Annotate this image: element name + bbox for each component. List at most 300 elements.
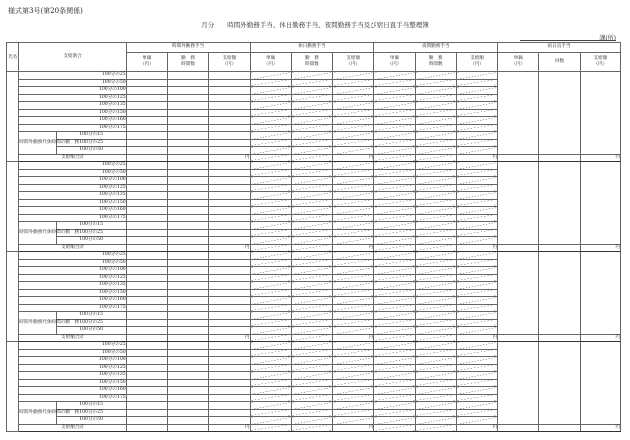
duty-total-blank — [539, 154, 580, 162]
overtime-cell[interactable] — [167, 117, 208, 125]
overtime-cell[interactable] — [167, 282, 208, 290]
overtime-cell[interactable] — [126, 124, 167, 132]
holiday-struck-cell — [291, 72, 332, 80]
duty-total-amount[interactable]: 円 — [580, 154, 620, 162]
overtime-cell[interactable] — [126, 372, 167, 380]
overtime-cell[interactable] — [209, 124, 250, 132]
night-struck-cell — [456, 387, 497, 395]
overtime-cell[interactable] — [126, 342, 167, 350]
night-struck-cell — [374, 319, 415, 327]
night-struck-cell — [456, 379, 497, 387]
overtime-cell[interactable] — [126, 387, 167, 395]
holiday-struck-cell — [333, 289, 374, 297]
holiday-struck-cell — [250, 192, 291, 200]
overtime-cell[interactable] — [209, 229, 250, 237]
overtime-cell[interactable] — [126, 102, 167, 110]
overtime-cell[interactable] — [167, 304, 208, 312]
overtime-cell[interactable] — [167, 192, 208, 200]
holiday-struck-cell — [333, 327, 374, 335]
substitute-rate-label: 100分の50 — [56, 327, 126, 335]
duty-unit-price-cell[interactable] — [498, 342, 539, 425]
overtime-cell[interactable] — [167, 132, 208, 140]
duty-count-cell[interactable] — [539, 162, 580, 245]
holiday-struck-cell — [250, 214, 291, 222]
overtime-cell[interactable] — [167, 319, 208, 327]
night-struck-cell — [456, 304, 497, 312]
overtime-cell[interactable] — [126, 282, 167, 290]
night-struck-cell — [374, 334, 415, 342]
night-struck-cell — [456, 124, 497, 132]
holiday-struck-cell — [250, 319, 291, 327]
duty-unit-price-cell[interactable] — [498, 252, 539, 335]
night-struck-cell — [456, 132, 497, 140]
holiday-struck-cell — [333, 132, 374, 140]
overtime-cell[interactable] — [126, 364, 167, 372]
night-struck-cell — [374, 102, 415, 110]
night-struck-cell — [374, 304, 415, 312]
night-struck-cell — [456, 364, 497, 372]
holiday-struck-cell — [333, 169, 374, 177]
overtime-cell[interactable] — [126, 192, 167, 200]
holiday-total-amount[interactable]: 円 — [333, 244, 374, 252]
holiday-struck-cell — [250, 94, 291, 102]
overtime-cell[interactable] — [167, 402, 208, 410]
night-struck-cell — [415, 237, 456, 245]
overtime-cell[interactable] — [209, 409, 250, 417]
overtime-cell[interactable] — [167, 289, 208, 297]
rate-label: 100分の50 — [19, 259, 126, 267]
overtime-cell[interactable] — [167, 79, 208, 87]
holiday-struck-cell — [333, 214, 374, 222]
overtime-cell[interactable] — [167, 274, 208, 282]
overtime-cell[interactable] — [209, 207, 250, 215]
overtime-total-amount[interactable]: 円 — [209, 154, 250, 162]
overtime-cell[interactable] — [209, 364, 250, 372]
overtime-cell[interactable] — [167, 267, 208, 275]
work-hours-header: 勤 務 時間数 — [167, 53, 208, 72]
night-struck-cell — [374, 387, 415, 395]
overtime-cell[interactable] — [167, 199, 208, 207]
overtime-cell[interactable] — [167, 394, 208, 402]
night-struck-cell — [374, 72, 415, 80]
holiday-header: 休日勤務手当 — [250, 43, 374, 53]
night-struck-cell — [415, 402, 456, 410]
night-struck-cell — [456, 72, 497, 80]
holiday-struck-cell — [291, 342, 332, 350]
holiday-struck-cell — [250, 237, 291, 245]
overtime-cell[interactable] — [209, 372, 250, 380]
night-struck-cell — [415, 334, 456, 342]
overtime-cell[interactable] — [209, 117, 250, 125]
holiday-struck-cell — [250, 259, 291, 267]
duty-amount-cell[interactable] — [580, 342, 620, 425]
overtime-cell[interactable] — [126, 417, 167, 425]
night-struck-cell — [415, 372, 456, 380]
overtime-cell[interactable] — [209, 199, 250, 207]
rate-label: 100分の175 — [19, 214, 126, 222]
night-struck-cell — [456, 87, 497, 95]
overtime-cell[interactable] — [209, 192, 250, 200]
holiday-struck-cell — [333, 259, 374, 267]
night-struck-cell — [415, 147, 456, 155]
substitute-rate-label: 100分の25 — [56, 409, 126, 417]
overtime-cell[interactable] — [126, 267, 167, 275]
overtime-cell[interactable] — [126, 319, 167, 327]
employee-name-cell[interactable] — [7, 252, 19, 342]
duty-total-amount[interactable]: 円 — [580, 334, 620, 342]
overtime-cell[interactable] — [167, 147, 208, 155]
overtime-cell[interactable] — [126, 297, 167, 305]
night-struck-cell — [374, 117, 415, 125]
overtime-cell[interactable] — [209, 312, 250, 320]
overtime-cell[interactable] — [209, 222, 250, 230]
overtime-cell[interactable] — [167, 207, 208, 215]
overtime-cell[interactable] — [126, 274, 167, 282]
holiday-struck-cell — [291, 199, 332, 207]
night-struck-cell — [374, 342, 415, 350]
night-struck-cell — [415, 162, 456, 170]
holiday-struck-cell — [333, 117, 374, 125]
holiday-struck-cell — [333, 177, 374, 185]
pay-amount-header: 支給額 （円） — [333, 53, 374, 72]
overtime-cell[interactable] — [126, 409, 167, 417]
duty-count-cell[interactable] — [539, 72, 580, 155]
overtime-cell[interactable] — [209, 282, 250, 290]
holiday-struck-cell — [333, 237, 374, 245]
overtime-cell[interactable] — [209, 94, 250, 102]
duty-unit-price-cell[interactable] — [498, 72, 539, 155]
overtime-cell[interactable] — [126, 402, 167, 410]
overtime-cell[interactable] — [167, 214, 208, 222]
form-title: 月分 時間外勤務手当、休日勤務手当、夜間勤務手当及び宿日直手当整理簿 — [201, 21, 429, 29]
holiday-total-amount[interactable]: 円 — [333, 334, 374, 342]
night-struck-cell — [415, 87, 456, 95]
overtime-cell[interactable] — [209, 417, 250, 425]
duty-amount-cell[interactable] — [580, 252, 620, 335]
overtime-cell[interactable] — [126, 184, 167, 192]
overtime-cell[interactable] — [167, 409, 208, 417]
overtime-cell[interactable] — [126, 94, 167, 102]
overtime-cell[interactable] — [209, 237, 250, 245]
holiday-struck-cell — [333, 402, 374, 410]
overtime-cell[interactable] — [209, 72, 250, 80]
night-struck-cell — [374, 169, 415, 177]
night-struck-cell — [374, 177, 415, 185]
rate-label: 100分の25 — [19, 72, 126, 80]
overtime-cell[interactable] — [126, 357, 167, 365]
overtime-cell[interactable] — [167, 184, 208, 192]
holiday-struck-cell — [291, 139, 332, 147]
night-struck-cell — [415, 132, 456, 140]
holiday-struck-cell — [333, 192, 374, 200]
night-struck-cell — [415, 192, 456, 200]
overtime-cell[interactable] — [126, 207, 167, 215]
night-struck-cell — [374, 259, 415, 267]
employee-name-cell[interactable] — [7, 342, 19, 432]
holiday-total-amount[interactable]: 円 — [333, 424, 374, 432]
night-struck-cell — [374, 244, 415, 252]
overtime-cell[interactable] — [126, 379, 167, 387]
overtime-cell[interactable] — [167, 72, 208, 80]
overtime-cell[interactable] — [126, 109, 167, 117]
holiday-struck-cell — [250, 222, 291, 230]
overtime-cell[interactable] — [209, 402, 250, 410]
ledger-row — [7, 424, 621, 432]
overtime-cell[interactable] — [167, 364, 208, 372]
night-struck-cell — [456, 342, 497, 350]
rate-label: 100分の25 — [19, 162, 126, 170]
overtime-cell[interactable] — [167, 312, 208, 320]
overtime-cell[interactable] — [209, 252, 250, 260]
night-struck-cell — [456, 274, 497, 282]
holiday-struck-cell — [250, 169, 291, 177]
overtime-header: 時間外勤務手当 — [126, 43, 250, 53]
overtime-cell[interactable] — [167, 297, 208, 305]
holiday-struck-cell — [250, 282, 291, 290]
night-struck-cell — [456, 289, 497, 297]
night-struck-cell — [456, 372, 497, 380]
overtime-cell[interactable] — [209, 162, 250, 170]
duty-count-cell[interactable] — [539, 342, 580, 425]
night-struck-cell — [415, 109, 456, 117]
duty-unit-price-cell[interactable] — [498, 162, 539, 245]
night-struck-cell — [456, 117, 497, 125]
holiday-struck-cell — [333, 282, 374, 290]
night-struck-cell — [415, 297, 456, 305]
night-struck-cell — [374, 364, 415, 372]
overtime-cell[interactable] — [209, 297, 250, 305]
night-struck-cell — [374, 424, 415, 432]
holiday-struck-cell — [333, 147, 374, 155]
overtime-cell[interactable] — [126, 289, 167, 297]
overtime-cell[interactable] — [167, 169, 208, 177]
work-hours-header: 勤 務 時間数 — [291, 53, 332, 72]
pay-amount-header: 支給額 （円） — [209, 53, 250, 72]
department-field-line[interactable] — [520, 40, 616, 41]
night-struck-cell — [374, 229, 415, 237]
overtime-cell[interactable] — [209, 259, 250, 267]
holiday-struck-cell — [291, 274, 332, 282]
overtime-cell[interactable] — [209, 147, 250, 155]
holiday-struck-cell — [250, 124, 291, 132]
overtime-cell[interactable] — [209, 274, 250, 282]
overtime-cell[interactable] — [167, 327, 208, 335]
overtime-cell[interactable] — [209, 102, 250, 110]
night-total-amount[interactable]: 円 — [456, 244, 497, 252]
overtime-cell[interactable] — [209, 79, 250, 87]
night-total-amount[interactable]: 円 — [456, 334, 497, 342]
duty-amount-cell[interactable] — [580, 162, 620, 245]
employee-name-cell[interactable] — [7, 162, 19, 252]
ledger-row — [7, 342, 621, 350]
night-struck-cell — [456, 177, 497, 185]
overtime-cell[interactable] — [167, 124, 208, 132]
holiday-total-amount[interactable]: 円 — [333, 154, 374, 162]
overtime-cell[interactable] — [167, 222, 208, 230]
night-struck-cell — [456, 109, 497, 117]
overtime-cell[interactable] — [126, 72, 167, 80]
substitute-label: 時間外勤務代休時間の勤 務 — [19, 312, 56, 335]
overtime-cell[interactable] — [126, 312, 167, 320]
night-struck-cell — [415, 357, 456, 365]
night-struck-cell — [374, 417, 415, 425]
night-struck-cell — [415, 387, 456, 395]
overtime-total-blank — [126, 424, 167, 432]
overtime-cell[interactable] — [209, 342, 250, 350]
rate-label: 100分の100 — [19, 87, 126, 95]
ledger-row — [7, 162, 621, 170]
overtime-cell[interactable] — [209, 349, 250, 357]
overtime-cell[interactable] — [167, 259, 208, 267]
holiday-struck-cell — [250, 147, 291, 155]
night-struck-cell — [374, 289, 415, 297]
overtime-cell[interactable] — [209, 214, 250, 222]
overtime-cell[interactable] — [209, 109, 250, 117]
holiday-struck-cell — [333, 387, 374, 395]
overtime-cell[interactable] — [126, 394, 167, 402]
night-struck-cell — [415, 222, 456, 230]
night-struck-cell — [415, 124, 456, 132]
overtime-cell[interactable] — [126, 169, 167, 177]
overtime-cell[interactable] — [167, 349, 208, 357]
overtime-cell[interactable] — [126, 162, 167, 170]
holiday-struck-cell — [333, 409, 374, 417]
overtime-cell[interactable] — [167, 379, 208, 387]
night-struck-cell — [374, 274, 415, 282]
overtime-cell[interactable] — [209, 304, 250, 312]
work-hours-header: 勤 務 時間数 — [415, 53, 456, 72]
night-struck-cell — [456, 94, 497, 102]
overtime-cell[interactable] — [126, 117, 167, 125]
holiday-struck-cell — [250, 177, 291, 185]
overtime-cell[interactable] — [126, 214, 167, 222]
overtime-cell[interactable] — [209, 394, 250, 402]
overtime-cell[interactable] — [126, 132, 167, 140]
night-total-amount[interactable]: 円 — [456, 154, 497, 162]
holiday-struck-cell — [333, 87, 374, 95]
overtime-cell[interactable] — [167, 229, 208, 237]
overtime-cell[interactable] — [209, 387, 250, 395]
overtime-cell[interactable] — [126, 222, 167, 230]
overtime-cell[interactable] — [126, 79, 167, 87]
night-struck-cell — [374, 409, 415, 417]
rate-label: 100分の25 — [19, 252, 126, 260]
overtime-cell[interactable] — [209, 267, 250, 275]
night-total-amount[interactable]: 円 — [456, 424, 497, 432]
duty-total-amount[interactable]: 円 — [580, 244, 620, 252]
overtime-cell[interactable] — [126, 304, 167, 312]
overtime-cell[interactable] — [126, 229, 167, 237]
overtime-cell[interactable] — [126, 87, 167, 95]
overtime-cell[interactable] — [209, 319, 250, 327]
night-struck-cell — [374, 312, 415, 320]
overtime-cell[interactable] — [126, 252, 167, 260]
duty-amount-cell[interactable] — [580, 72, 620, 155]
holiday-struck-cell — [250, 109, 291, 117]
holiday-struck-cell — [291, 154, 332, 162]
holiday-struck-cell — [291, 297, 332, 305]
rate-label: 100分の100 — [19, 267, 126, 275]
overtime-cell[interactable] — [126, 147, 167, 155]
overtime-cell[interactable] — [167, 139, 208, 147]
overtime-cell[interactable] — [167, 109, 208, 117]
night-struck-cell — [415, 117, 456, 125]
overtime-cell[interactable] — [167, 102, 208, 110]
overtime-total-amount[interactable]: 円 — [209, 244, 250, 252]
duty-total-amount[interactable]: 円 — [580, 424, 620, 432]
overtime-cell[interactable] — [167, 252, 208, 260]
overtime-cell[interactable] — [126, 237, 167, 245]
holiday-struck-cell — [291, 102, 332, 110]
overtime-cell[interactable] — [167, 372, 208, 380]
overtime-total-blank — [126, 244, 167, 252]
holiday-struck-cell — [250, 252, 291, 260]
holiday-struck-cell — [250, 229, 291, 237]
holiday-struck-cell — [291, 124, 332, 132]
overtime-cell[interactable] — [167, 417, 208, 425]
overtime-cell[interactable] — [167, 177, 208, 185]
overtime-total-amount[interactable]: 円 — [209, 424, 250, 432]
rate-label: 100分の50 — [19, 79, 126, 87]
night-struck-cell — [374, 94, 415, 102]
overtime-cell[interactable] — [209, 87, 250, 95]
rate-label: 100分の160 — [19, 117, 126, 125]
overtime-cell[interactable] — [167, 387, 208, 395]
overtime-cell[interactable] — [209, 132, 250, 140]
overtime-cell[interactable] — [209, 289, 250, 297]
overtime-cell[interactable] — [126, 327, 167, 335]
overtime-cell[interactable] — [167, 87, 208, 95]
substitute-label: 時間外勤務代休時間の勤 務 — [19, 222, 56, 245]
overtime-cell[interactable] — [167, 162, 208, 170]
holiday-struck-cell — [250, 342, 291, 350]
overtime-cell[interactable] — [209, 327, 250, 335]
holiday-struck-cell — [291, 349, 332, 357]
holiday-struck-cell — [291, 237, 332, 245]
overtime-total-amount[interactable]: 円 — [209, 334, 250, 342]
overtime-cell[interactable] — [209, 379, 250, 387]
night-struck-cell — [415, 214, 456, 222]
duty-total-blank — [498, 154, 539, 162]
holiday-struck-cell — [250, 244, 291, 252]
night-struck-cell — [415, 424, 456, 432]
unit-price-header: 単価 （円） — [498, 53, 539, 72]
employee-name-cell[interactable] — [7, 72, 19, 162]
night-struck-cell — [415, 349, 456, 357]
overtime-cell[interactable] — [209, 169, 250, 177]
overtime-cell[interactable] — [167, 237, 208, 245]
overtime-cell[interactable] — [209, 139, 250, 147]
duty-count-cell[interactable] — [539, 252, 580, 335]
overtime-cell[interactable] — [126, 199, 167, 207]
holiday-struck-cell — [250, 312, 291, 320]
holiday-struck-cell — [291, 394, 332, 402]
overtime-cell[interactable] — [126, 177, 167, 185]
overtime-cell[interactable] — [126, 259, 167, 267]
overtime-cell[interactable] — [167, 342, 208, 350]
night-struck-cell — [415, 342, 456, 350]
night-struck-cell — [415, 252, 456, 260]
overtime-cell[interactable] — [167, 94, 208, 102]
overtime-cell[interactable] — [167, 357, 208, 365]
holiday-struck-cell — [250, 409, 291, 417]
overtime-cell[interactable] — [209, 177, 250, 185]
overtime-cell[interactable] — [209, 357, 250, 365]
overtime-cell[interactable] — [126, 139, 167, 147]
overtime-cell[interactable] — [126, 349, 167, 357]
overtime-cell[interactable] — [209, 184, 250, 192]
night-struck-cell — [374, 199, 415, 207]
